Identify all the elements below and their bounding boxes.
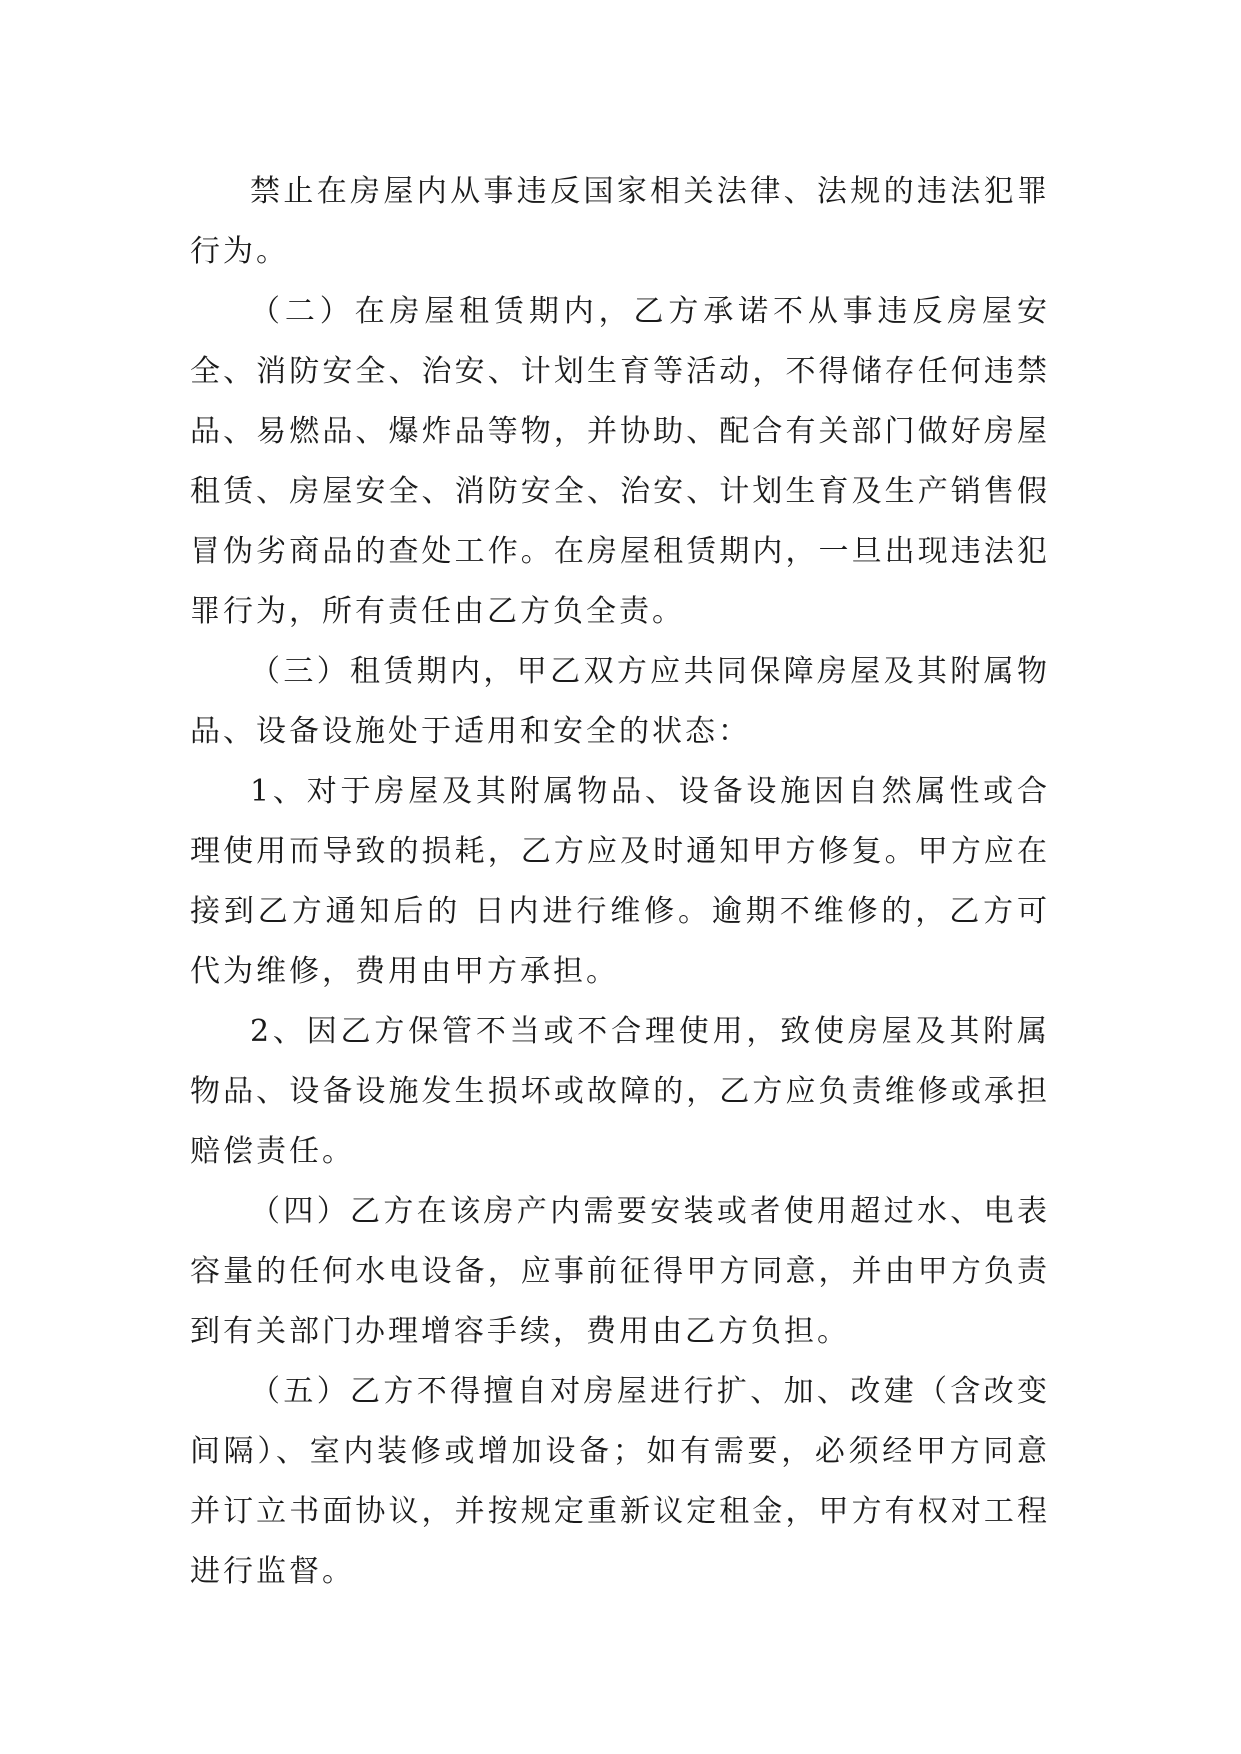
paragraph-clause-2: （二）在房屋租赁期内，乙方承诺不从事违反房屋安全、消防安全、治安、计划生育等活动，不得储存任何违禁品、易燃品、爆炸品等物，并协助、配合有关部门做好房屋租赁、房屋安全、消防安全、治安、计划生育及生产销售假冒伪劣商品的查处工作。在房屋租赁期内，一旦出现违法犯罪行为，所有责任由乙方负全责。 <box>190 294 1050 629</box>
document-body <box>190 162 1050 1602</box>
paragraph-clause-3: （三）租赁期内，甲乙双方应共同保障房屋及其附属物品、设备设施处于适用和安全的状态： <box>190 654 1050 749</box>
paragraph-clause-5: （五）乙方不得擅自对房屋进行扩、加、改建（含改变间隔）、室内装修或增加设备；如有需要，必须经甲方同意并订立书面协议，并按规定重新议定租金，甲方有权对工程进行监督。 <box>190 1374 1050 1589</box>
paragraph-clause-3-item-1: 1、对于房屋及其附属物品、设备设施因自然属性或合理使用而导致的损耗，乙方应及时通知甲方修复。甲方应在接到乙方通知后的 日内进行维修。逾期不维修的，乙方可代为维修，费用由甲方承担。 <box>190 774 1050 989</box>
paragraph-clause-4: （四）乙方在该房产内需要安装或者使用超过水、电表容量的任何水电设备，应事前征得甲方同意，并由甲方负责到有关部门办理增容手续，费用由乙方负担。 <box>190 1194 1050 1349</box>
paragraph-prohibition: 禁止在房屋内从事违反国家相关法律、法规的违法犯罪行为。 <box>190 174 1050 269</box>
paragraph-clause-3-item-2: 2、因乙方保管不当或不合理使用，致使房屋及其附属物品、设备设施发生损坏或故障的，乙方应负责维修或承担赔偿责任。 <box>190 1014 1050 1169</box>
